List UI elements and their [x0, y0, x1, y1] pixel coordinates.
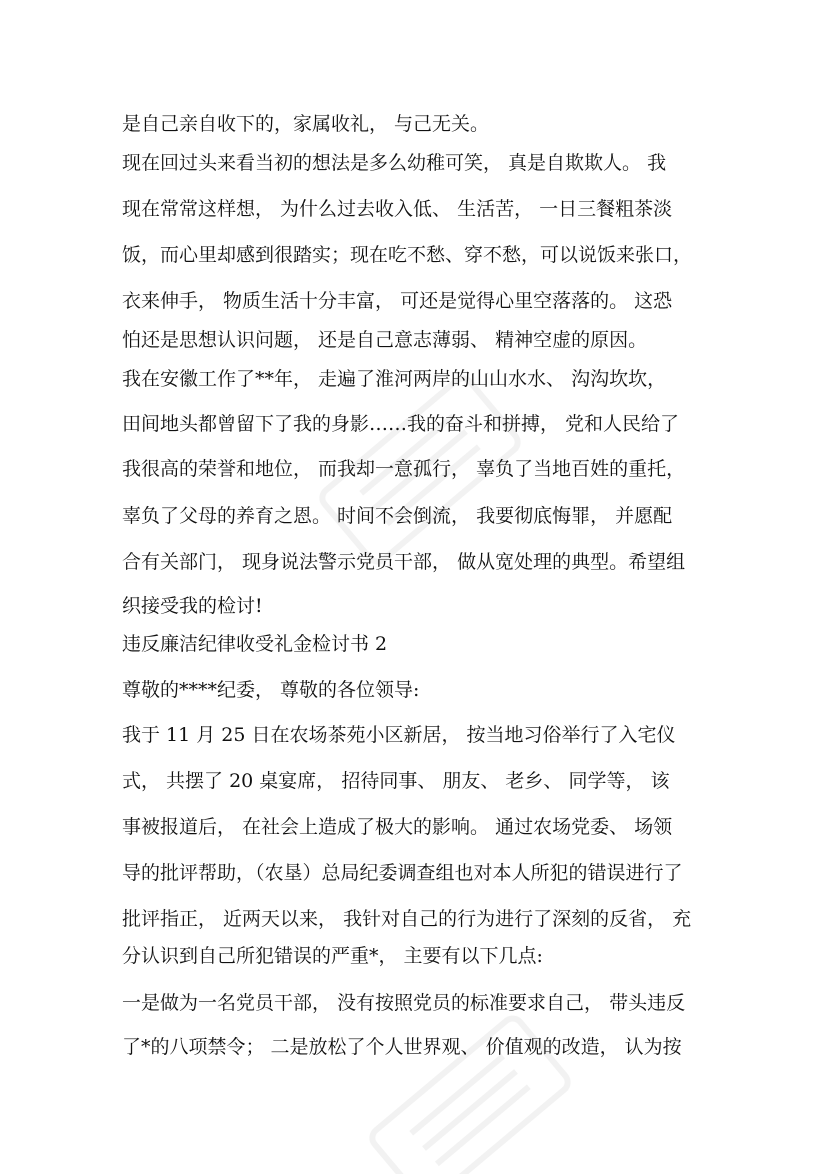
text-line-18: 导的批评帮助，（农垦）总局纪委调查组也对本人所犯的错误进行了 — [122, 862, 683, 884]
text-line-12: 织接受我的检讨! — [122, 595, 263, 617]
text-line-9: 我很高的荣誉和地位， 而我却一意孤行， 辜负了当地百姓的重托， — [122, 458, 686, 480]
text-line-1: 是自己亲自收下的，家属收礼， 与己无关。 — [122, 113, 490, 135]
text-line-17: 事被报道后， 在社会上造成了极大的影响。 通过农场党委、 场领 — [122, 816, 673, 838]
text-line-7: 我在安徽工作了**年， 走遍了淮河两岸的山山水水、 沟沟坎坎， — [122, 368, 667, 390]
text-line-6: 怕还是思想认识问题， 还是自己意志薄弱、 精神空虚的原因。 — [122, 329, 648, 351]
text-line-21: 一是做为一名党员干部， 没有按照党员的标准要求自己， 带头违反 — [122, 992, 686, 1014]
text-line-8: 田间地头都曾留下了我的身影……我的奋斗和拼搏， 党和人民给了 — [122, 413, 680, 435]
text-line-16: 式， 共摆了 20 桌宴席， 招待同事、 朋友、 老乡、 同学等， 该 — [122, 770, 670, 792]
text-line-19: 批评指正， 近两天以来， 我针对自己的行为进行了深刻的反省， 充 — [122, 908, 692, 930]
text-line-3: 现在常常这样想， 为什么过去收入低、 生活苦， 一日三餐粗茶淡 — [122, 198, 673, 220]
text-line-4: 饭，而心里却感到很踏实；现在吃不愁、穿不愁，可以说饭来张口， — [122, 244, 693, 266]
salutation-line: 尊敬的****纪委， 尊敬的各位领导: — [122, 679, 420, 701]
text-line-10: 辜负了父母的养育之恩。 时间不会倒流， 我要彻底悔罪， 并愿配 — [122, 505, 673, 527]
text-line-2: 现在回过头来看当初的想法是多么幼稚可笑， 真是自欺欺人。 我 — [122, 152, 667, 174]
section-heading: 违反廉洁纪律收受礼金检讨书 2 — [122, 633, 388, 655]
text-line-11: 合有关部门， 现身说法警示党员干部， 做从宽处理的典型。希望组 — [122, 551, 686, 573]
text-line-22: 了*的八项禁令； 二是放松了个人世界观、 价值观的改造， 认为按 — [122, 1036, 682, 1058]
text-line-5: 衣来伸手， 物质生活十分丰富， 可还是觉得心里空落落的。 这恐 — [122, 290, 673, 312]
text-line-15: 我于 11 月 25 日在农场茶苑小区新居， 按当地习俗举行了入宅仪 — [122, 724, 676, 746]
text-line-20: 分认识到自己所犯错误的严重*， 主要有以下几点: — [122, 945, 543, 967]
